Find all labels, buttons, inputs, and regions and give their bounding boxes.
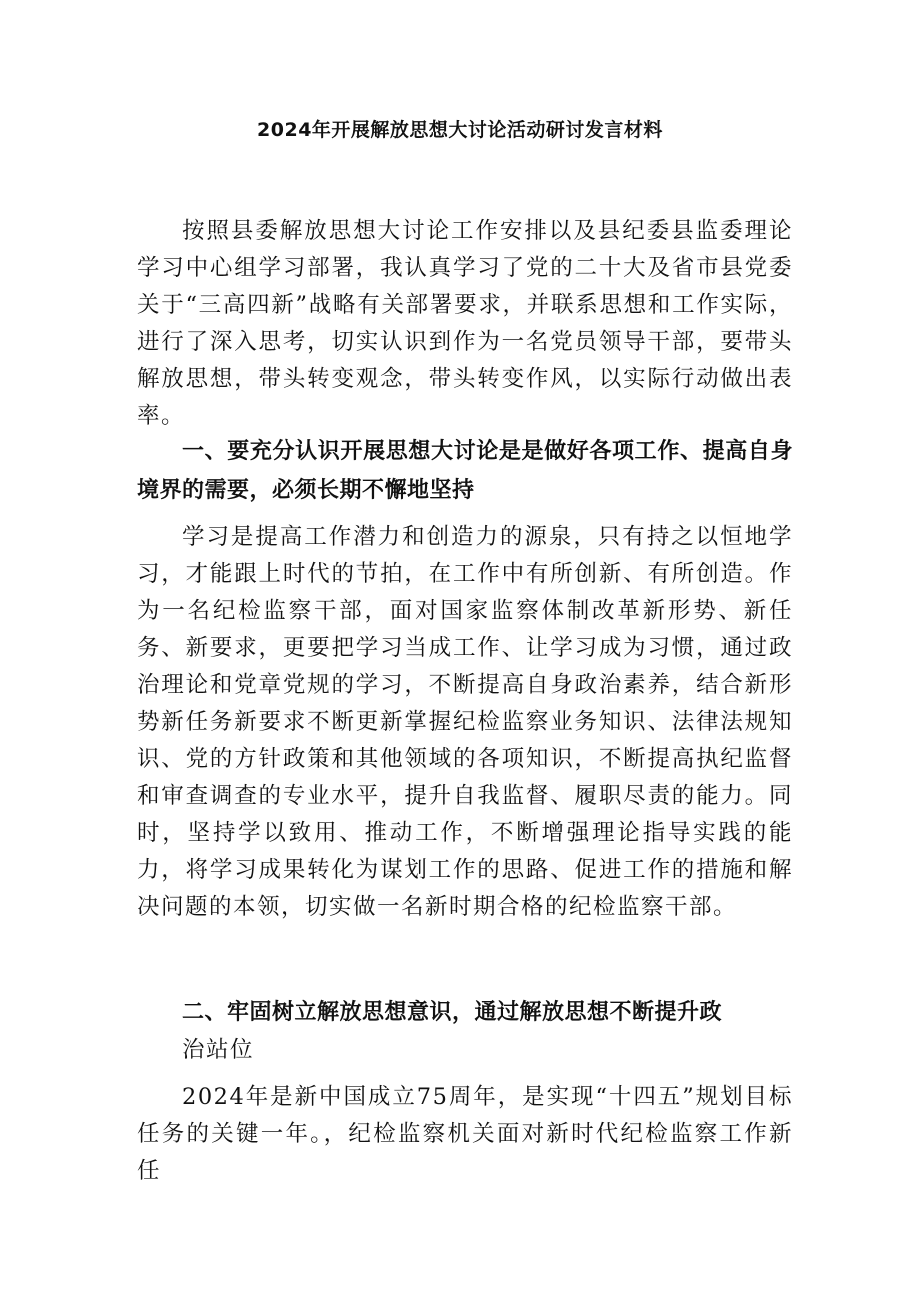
- section-2-paragraph: 2024年是新中国成立75周年，是实现“十四五”规划目标任务的关键一年。，纪检监察机关面对新时代纪检监察工作新任: [137, 1084, 793, 1184]
- section-2-heading: 二、牢固树立解放思想意识，通过解放思想不断提升政: [182, 1000, 723, 1025]
- intro-paragraph: 按照县委解放思想大讨论工作安排以及县纪委县监委理论学习中心组学习部署，我认真学习了党的二十大及省市县党委关于“三高四新”战略有关部署要求，并联系思想和工作实际，进行了深入思考，切实认识到作为一名党员领导干部，要带头解放思想，带头转变观念，带头转变作风，以实际行动做出表率。: [137, 218, 793, 429]
- section-2-heading-tail: 治站位: [182, 1037, 255, 1063]
- section-1-heading-block: [137, 432, 793, 510]
- section-2-body-block: [137, 1079, 793, 1190]
- section-2-heading-block: [137, 993, 793, 1069]
- document-title: 2024年开展解放思想大讨论活动研讨发言材料: [257, 119, 663, 141]
- intro-block: [137, 213, 793, 435]
- section-1-heading: 一、要充分认识开展思想大讨论是是做好各项工作、提高自身境界的需要，必须长期不懈地坚持: [137, 439, 793, 503]
- section-1-paragraph: 学习是提高工作潜力和创造力的源泉，只有持之以恒地学习，才能跟上时代的节拍，在工作中有所创新、有所创造。作为一名纪检监察干部，面对国家监察体制改革新形势、新任务、新要求，更要把学习当成工作、让学习成为习惯，通过政治理论和党章党规的学习，不断提高自身政治素养，结合新形势新任务新要求不断更新掌握纪检监察业务知识、法律法规知识、党的方针政策和其他领域的各项知识，不断提高执纪监督和审查调查的专业水平，提升自我监督、履职尽责的能力。同时，坚持学以致用、推动工作，不断增强理论指导实践的能力，将学习成果转化为谋划工作的思路、促进工作的措施和解决问题的本领，切实做一名新时期合格的纪检监察干部。: [137, 524, 793, 920]
- section-1-body-block: [137, 519, 793, 926]
